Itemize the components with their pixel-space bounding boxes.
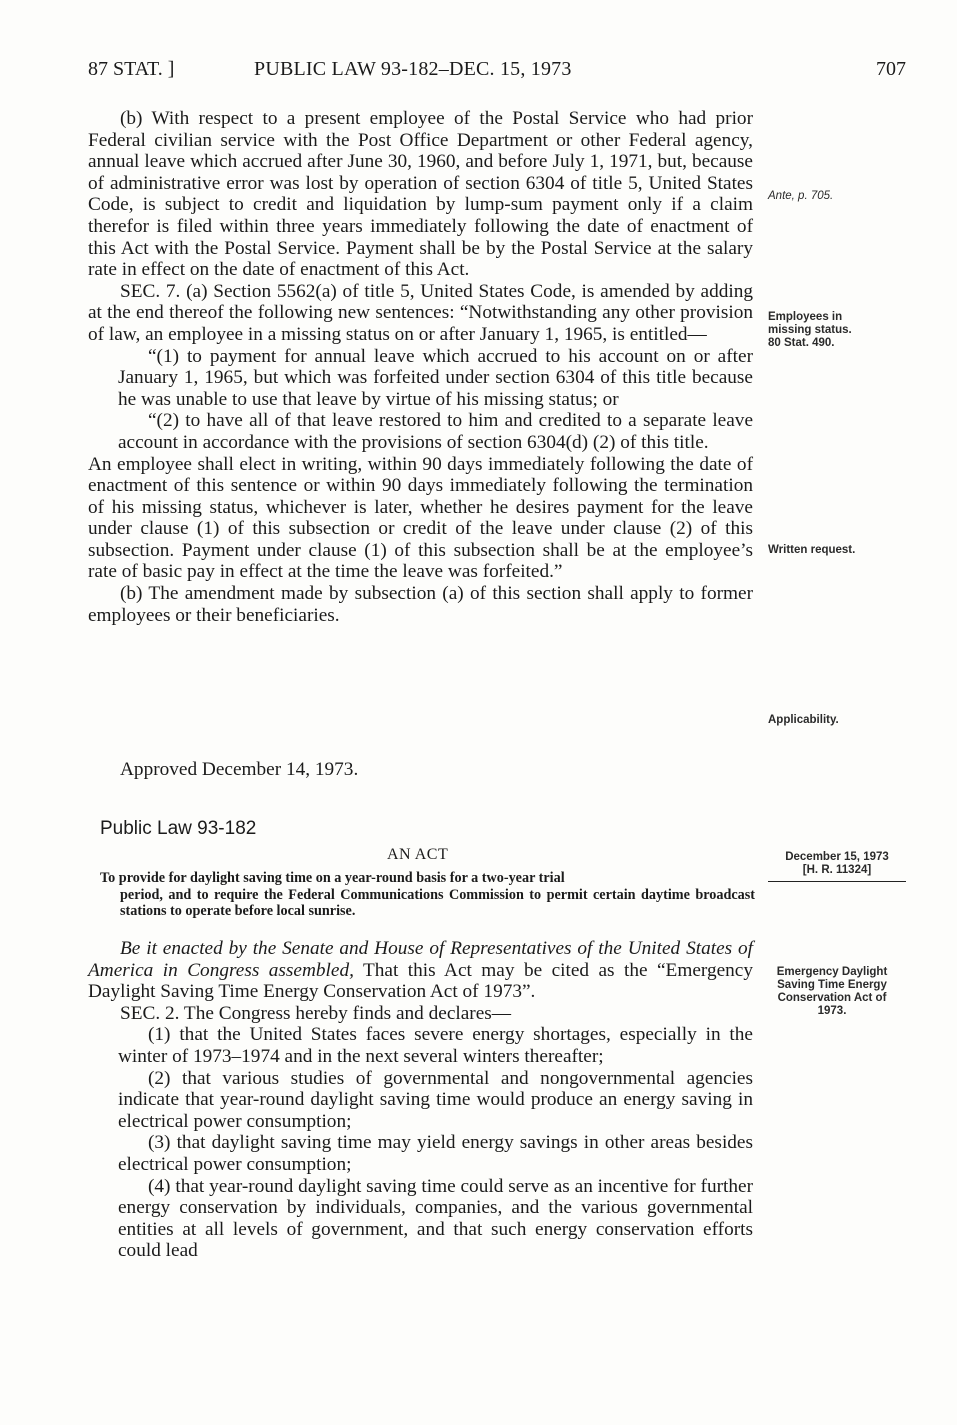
body-text-lower [88, 938, 753, 1262]
short-title-text: That this Act may be cited as the “Emergency Daylight Saving Time Energy Conservation Act of 1973”. [88, 959, 753, 1003]
section-6b-paragraph: (b) With respect to a present employee of the Postal Service who had prior Federal civilian service with the Post Office Department or other Federal agency, annual leave which accrued after June 30, 1960, and before July 1, 1971, but, because of administrative error was lost by operation of section 6304 of title 5, United States Code, is subject to credit and liquidation by lump-sum payment only if a claim therefor is filed within three years immediately following the date of enactment of this Act with the Postal Service. Payment shall be by the Postal Service at the salary rate in effect on the date of enactment of this Act. [88, 108, 753, 281]
running-title: PUBLIC LAW 93-182–DEC. 15, 1973 [254, 58, 572, 80]
enacting-formula: Be it enacted by the Senate and House of Representatives of the United States of America in Congress assembled, [88, 938, 753, 981]
purpose-continuation: period, and to require the Federal Communications Commission to permit certain daytime broadcast stations to operate before local sunrise. [120, 886, 755, 919]
statute-volume: 87 STAT. ] [88, 58, 175, 80]
clause-1: “(1) to payment for annual leave which accrued to his account on or after January 1, 1965, but which was forfeited under section 6304 of this title because he was unable to use that leave by virtue of his missing status; or [118, 345, 753, 410]
margin-rule [768, 881, 906, 882]
election-paragraph: An employee shall elect in writing, within 90 days immediately following the date of enactment of this sentence or within 90 days immediately following the termination of his missing status, whichever is later, whether he desires payment for the leave under clause (1) of this subsection or credit of the leave under clause (2) of this subsection. Payment under clause (1) of this subsection shall be at the employee’s rate of basic pay in effect at the time the leave was forfeited.” [88, 453, 753, 583]
margin-note-written-request: Written request. [768, 544, 856, 556]
section-7a-text: (a) Section 5562(a) of title 5, United States Code, is amended by adding at the end thereof the following new sentences: “Notwithstanding any other provision of law, an employee in a missing status on or after January 1, 1965, is entitled— [88, 280, 753, 345]
margin-note-missing-status [768, 311, 888, 350]
section-7-label: SEC. 7. [120, 280, 181, 302]
margin-date: December 15, 1973 [785, 851, 889, 863]
an-act-heading: AN ACT [387, 846, 449, 863]
page-header [88, 58, 906, 88]
public-law-number: Public Law 93-182 [100, 818, 257, 839]
finding-4: (4) that year-round daylight saving time could serve as an incentive for further energy conservation by individuals, companies, and the various governmental entities at all levels of government, and that such energy conservation efforts could lead [118, 1175, 753, 1262]
enacting-clause [88, 938, 753, 1003]
margin-note-enactment [768, 851, 906, 882]
section-7a-intro [88, 281, 753, 346]
clause-2: “(2) to have all of that leave restored to him and credited to a separate leave account in accordance with the provisions of section 6304(d) (2) of this title. [118, 410, 753, 453]
margin-note-short-title: Emergency Daylight Saving Time Energy Conservation Act of 1973. [776, 966, 888, 1017]
page-number: 707 [876, 58, 906, 80]
finding-3: (3) that daylight saving time may yield energy savings in other areas besides electrical power consumption; [118, 1132, 753, 1175]
section-7b-paragraph: (b) The amendment made by subsection (a) of this section shall apply to former employees or their beneficiaries. [88, 583, 753, 626]
purpose-line-1: To provide for daylight saving time on a year-round basis for a two-year trial [100, 870, 565, 886]
section-2-intro: SEC. 2. The Congress hereby finds and declares— [120, 1002, 512, 1024]
act-purpose [100, 870, 755, 920]
margin-stat-citation: 80 Stat. 490. [768, 337, 835, 349]
body-text-upper [88, 108, 753, 626]
margin-missing-status-text: Employees in missing status. [768, 311, 852, 336]
margin-note-applicability: Applicability. [768, 714, 839, 726]
finding-1: (1) that the United States faces severe energy shortages, especially in the winter of 1973–1974 and in the next several winters thereafter; [118, 1024, 753, 1067]
margin-note-ante: Ante, p. 705. [768, 190, 834, 202]
margin-bill-number: [H. R. 11324] [802, 864, 872, 876]
approval-date: Approved December 14, 1973. [120, 759, 359, 780]
finding-2: (2) that various studies of governmental and nongovernmental agencies indicate that year-round daylight saving time would produce an energy saving in electrical power consumption; [118, 1067, 753, 1132]
